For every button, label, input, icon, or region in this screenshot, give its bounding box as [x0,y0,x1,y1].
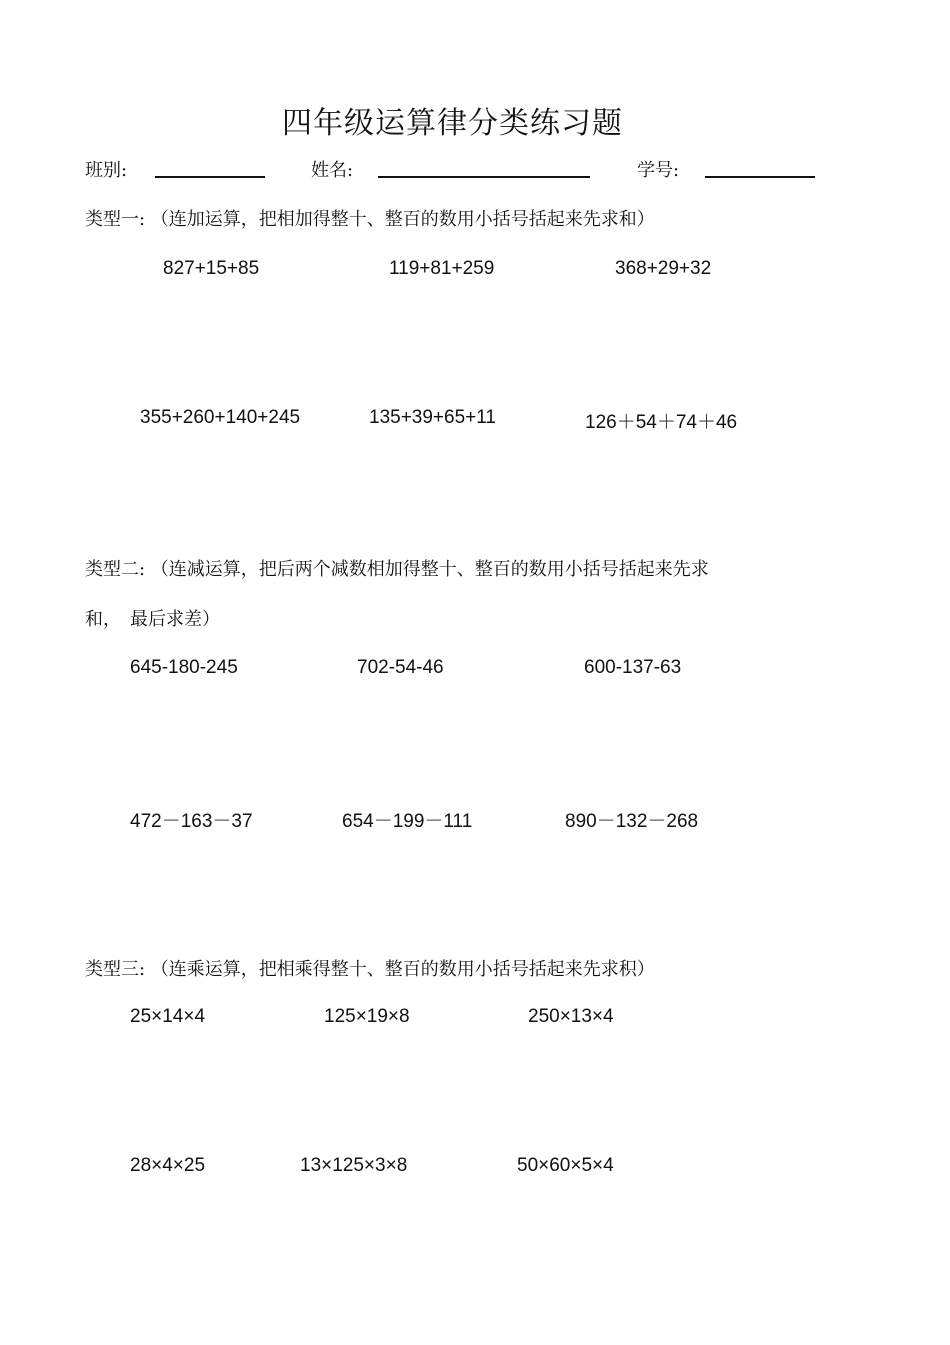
problem-2-1: 645-180-245 [130,657,238,678]
section-1-heading: 类型一: （连加运算，把相加得整十、整百的数用小括号括起来先求和） [85,209,655,230]
problem-2-3: 600-137-63 [584,657,682,678]
problem-1-6: 126＋54＋74＋46 [585,412,738,433]
problem-1-4: 355+260+140+245 [140,407,301,428]
problem-2-2: 702-54-46 [357,657,444,678]
problem-3-1: 25×14×4 [130,1006,206,1027]
section-2-heading: 类型二: （连减运算，把后两个减数相加得整十、整百的数用小括号括起来先求 [85,559,709,580]
problem-3-3: 250×13×4 [528,1006,614,1027]
student-id-label: 学号: [637,160,680,181]
problem-3-2: 125×19×8 [324,1006,410,1027]
class-field[interactable] [155,176,265,178]
problem-1-2: 119+81+259 [389,258,495,279]
problem-1-3: 368+29+32 [615,258,712,279]
problem-1-5: 135+39+65+11 [369,407,496,428]
page-title: 四年级运算律分类练习题 [282,106,623,141]
class-label: 班别: [85,160,128,181]
section-3-heading: 类型三: （连乘运算，把相乘得整十、整百的数用小括号括起来先求积） [85,959,655,980]
name-field[interactable] [378,176,590,178]
problem-3-6: 50×60×5×4 [517,1155,614,1176]
problem-3-5: 13×125×3×8 [300,1155,408,1176]
section-2-heading-continued: 和， 最后求差） [85,609,220,630]
problem-3-4: 28×4×25 [130,1155,206,1176]
student-id-field[interactable] [705,176,815,178]
problem-2-4: 472－163－37 [130,811,253,832]
problem-2-5: 654－199－111 [342,811,473,832]
problem-2-6: 890－132－268 [565,811,699,832]
name-label: 姓名: [311,160,354,181]
problem-1-1: 827+15+85 [163,258,260,279]
